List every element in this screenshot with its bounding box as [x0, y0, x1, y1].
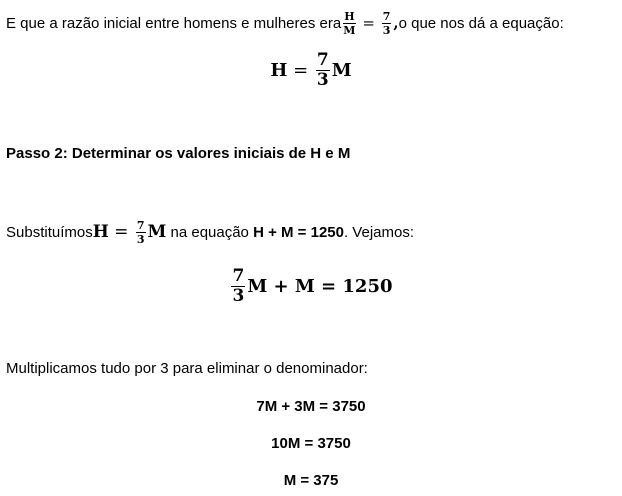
fraction-denominator: 3: [232, 285, 245, 306]
bold-equation: H + M = 1250: [253, 223, 344, 241]
equals-sign: =: [357, 14, 380, 32]
fraction-denominator: M: [343, 23, 356, 37]
inline-eq-var: M: [147, 222, 167, 242]
fraction-numerator: 7: [136, 218, 145, 232]
equation-m-375: [0, 472, 622, 489]
eq3-text: 7M + 3M = 3750: [256, 398, 366, 415]
equation-h-equals-7-3-m: [0, 48, 622, 92]
multiply-instruction: Multiplicamos tudo por 3 para eliminar o denominador:: [6, 360, 368, 377]
inline-eq-fraction: [136, 220, 146, 245]
eq2-rest: M + M = 1250: [247, 275, 393, 297]
eq4-text: 10M = 3750: [271, 435, 351, 452]
inline-eq-equals: =: [108, 222, 134, 242]
eq-lhs: H: [270, 59, 288, 81]
fraction-denominator: 3: [136, 232, 145, 246]
fraction-denominator: 3: [382, 23, 391, 37]
substitution-text-mid: na equação: [166, 223, 254, 241]
comma: ,: [393, 14, 399, 32]
step2-heading: [6, 145, 350, 162]
intro-ratio-line: [6, 6, 564, 40]
ratio-fraction-h-m: [343, 11, 355, 36]
eq-fraction: [316, 49, 330, 90]
eq-var: M: [331, 59, 352, 81]
intro-text-before: E que a razão inicial entre homens e mulheres era: [6, 14, 342, 32]
fraction-numerator: 7: [382, 9, 391, 23]
substitution-text-after: . Vejamos:: [343, 223, 415, 241]
fraction-numerator: 7: [316, 49, 329, 70]
ratio-fraction-7-3: [382, 11, 392, 36]
eq-equals: =: [287, 59, 314, 81]
eq5-text: M = 375: [283, 472, 339, 489]
fraction-numerator: 7: [232, 265, 245, 286]
fraction-numerator: H: [344, 9, 355, 23]
intro-text-after: o que nos dá a equação:: [398, 14, 564, 32]
fraction-denominator: 3: [316, 69, 329, 90]
substitution-line: [6, 214, 414, 250]
equation-7-3-m-plus-m: [0, 262, 622, 310]
step2-heading-text: Passo 2: Determinar os valores iniciais de H e M: [6, 145, 351, 162]
equation-7m-plus-3m: [0, 398, 622, 415]
inline-eq-lhs: H: [92, 222, 109, 242]
eq2-fraction: [231, 265, 245, 306]
equation-10m: [0, 435, 622, 452]
substitution-text-before: Substituímos: [6, 223, 93, 241]
